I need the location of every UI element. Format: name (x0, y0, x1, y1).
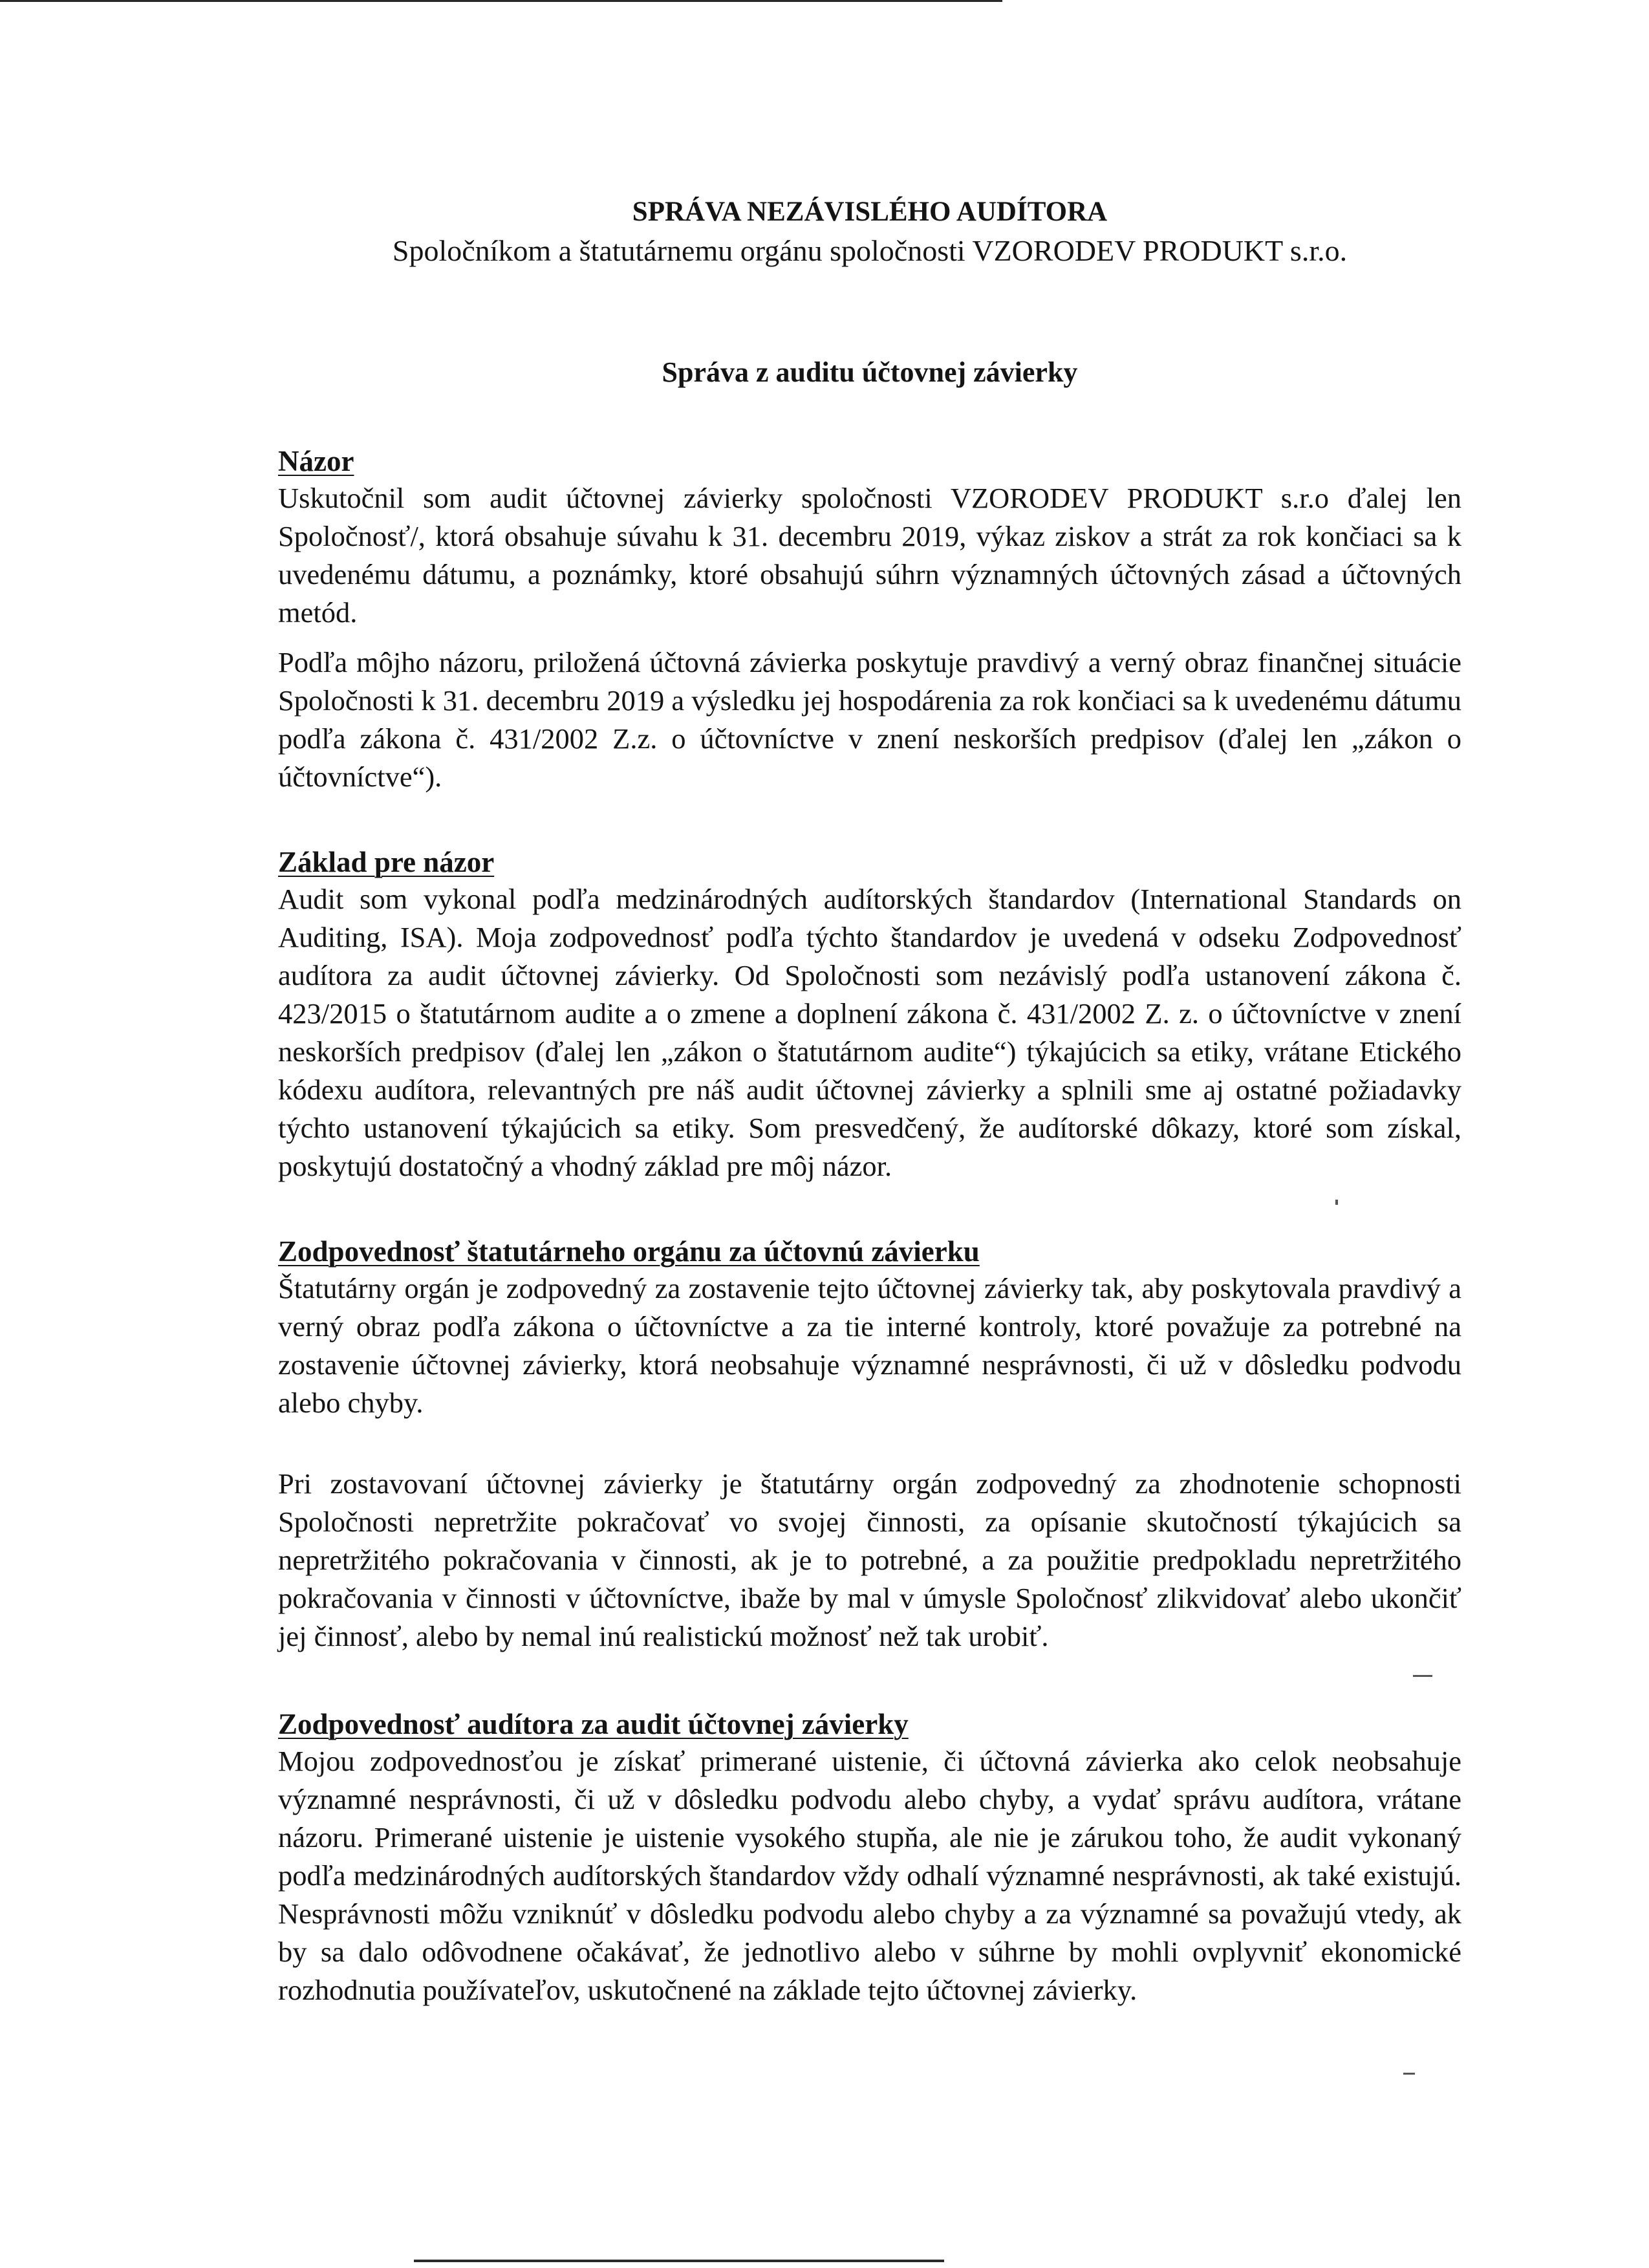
section-statutar (278, 1233, 1461, 1656)
section-heading: Základ pre názor (278, 845, 495, 878)
section-auditor (278, 1706, 1461, 2009)
scan-edge-bottom (414, 2260, 944, 2262)
section-nazor (278, 443, 1461, 796)
scan-dot (1403, 2073, 1415, 2075)
paragraph: Podľa môjho názoru, priložená účtovná závierka poskytuje pravdivý a verný obraz finančnej situácie Spoločnosti k 31. decembru 2019 a výsledku jej hospodárenia za rok končiaci sa k uvedenému dátumu podľa zákona č. 431/2002 Z.z. o účtovníctve v znení neskorších predpisov (ďalej len „zákon o účtovníctve“). (278, 645, 1461, 793)
section-heading: Názor (278, 444, 354, 477)
section-heading: Zodpovednosť audítora za audit účtovnej závierky (278, 1707, 909, 1740)
report-title: Správa z auditu účtovnej závierky (662, 356, 1078, 388)
paragraph: Štatutárny orgán je zodpovedný za zostavenie tejto účtovnej závierky tak, aby poskytovala pravdivý a verný obraz podľa zákona o účtovníctve a za tie interné kontroly, ktoré považuje za potrebné na zostavenie účtovnej závierky, ktorá neobsahuje významné nesprávnosti, či už v dôsledku podvodu alebo chyby. (278, 1271, 1461, 1419)
scan-edge-top (0, 0, 1002, 2)
paragraph: Uskutočnil som audit účtovnej závierky spoločnosti VZORODEV PRODUKT s.r.o ďalej len Spoločnosť/, ktorá obsahuje súvahu k 31. decembru 2019, výkaz ziskov a strát za rok končiaci sa k uvedenému dátumu, a poznámky, ktoré obsahujú súhrn významných účtovných zásad a účtovných metód. (278, 481, 1461, 629)
section-heading: Zodpovednosť štatutárneho orgánu za účtovnú závierku (278, 1235, 980, 1268)
paragraph: Audit som vykonal podľa medzinárodných audítorských štandardov (International Standards on Auditing, ISA). Moja zodpovednosť podľa týchto štandardov je uvedená v odseku Zodpovednosť audítora za audit účtovnej závierky. Od Spoločnosti som nezávislý podľa ustanovení zákona č. 423/2015 o štatutárnom audite a o zmene a doplnení zákona č. 431/2002 Z. z. o účtovníctve v znení neskorších predpisov (ďalej len „zákon o štatutárnom audite“) týkajúcich sa etiky, vrátane Etického kódexu audítora, relevantných pre náš audit účtovnej závierky a splnili sme aj ostatné požiadavky týchto ustanovení týkajúcich sa etiky. Som presvedčený, že audítorské dôkazy, ktoré som získal, poskytujú dostatočný a vhodný základ pre môj názor. (278, 882, 1461, 1182)
paragraph: Mojou zodpovednosťou je získať primerané uistenie, či účtovná závierka ako celok neobsahuje významné nesprávnosti, či už v dôsledku podvodu alebo chyby, a vydať správu audítora, vrátane názoru. Primerané uistenie je uistenie vysokého stupňa, ale nie je zárukou toho, že audit vykonaný podľa medzinárodných audítorských štandardov vždy odhalí významné nesprávnosti, ak také existujú. Nesprávnosti môžu vzniknúť v dôsledku podvodu alebo chyby a za významné sa považujú vtedy, ak by sa dalo odôvodnene očakávať, že jednotlivo alebo v súhrne by mohli ovplyvniť ekonomické rozhodnutia používateľov, uskutočnené na základe tejto účtovnej závierky. (278, 1744, 1461, 2006)
document-page (278, 194, 1461, 2009)
paragraph: Pri zostavovaní účtovnej závierky je štatutárny orgán zodpovedný za zhodnotenie schopnosti Spoločnosti nepretržite pokračovať vo svojej činnosti, za opísanie skutočností týkajúcich sa nepretržitého pokračovania v činnosti, ak je to potrebné, a za použitie predpokladu nepretržitého pokračovania v činnosti v účtovníctve, ibaže by mal v úmysle Spoločnosť zlikvidovať alebo ukončiť jej činnosť, alebo by nemal inú realistickú možnosť než tak urobiť. (278, 1467, 1461, 1652)
section-zaklad (278, 844, 1461, 1185)
document-subtitle: Spoločníkom a štatutárnemu orgánu spoločnosti VZORODEV PRODUKT s.r.o. (392, 233, 1348, 267)
document-title: SPRÁVA NEZÁVISLÉHO AUDÍTORA (632, 197, 1108, 227)
